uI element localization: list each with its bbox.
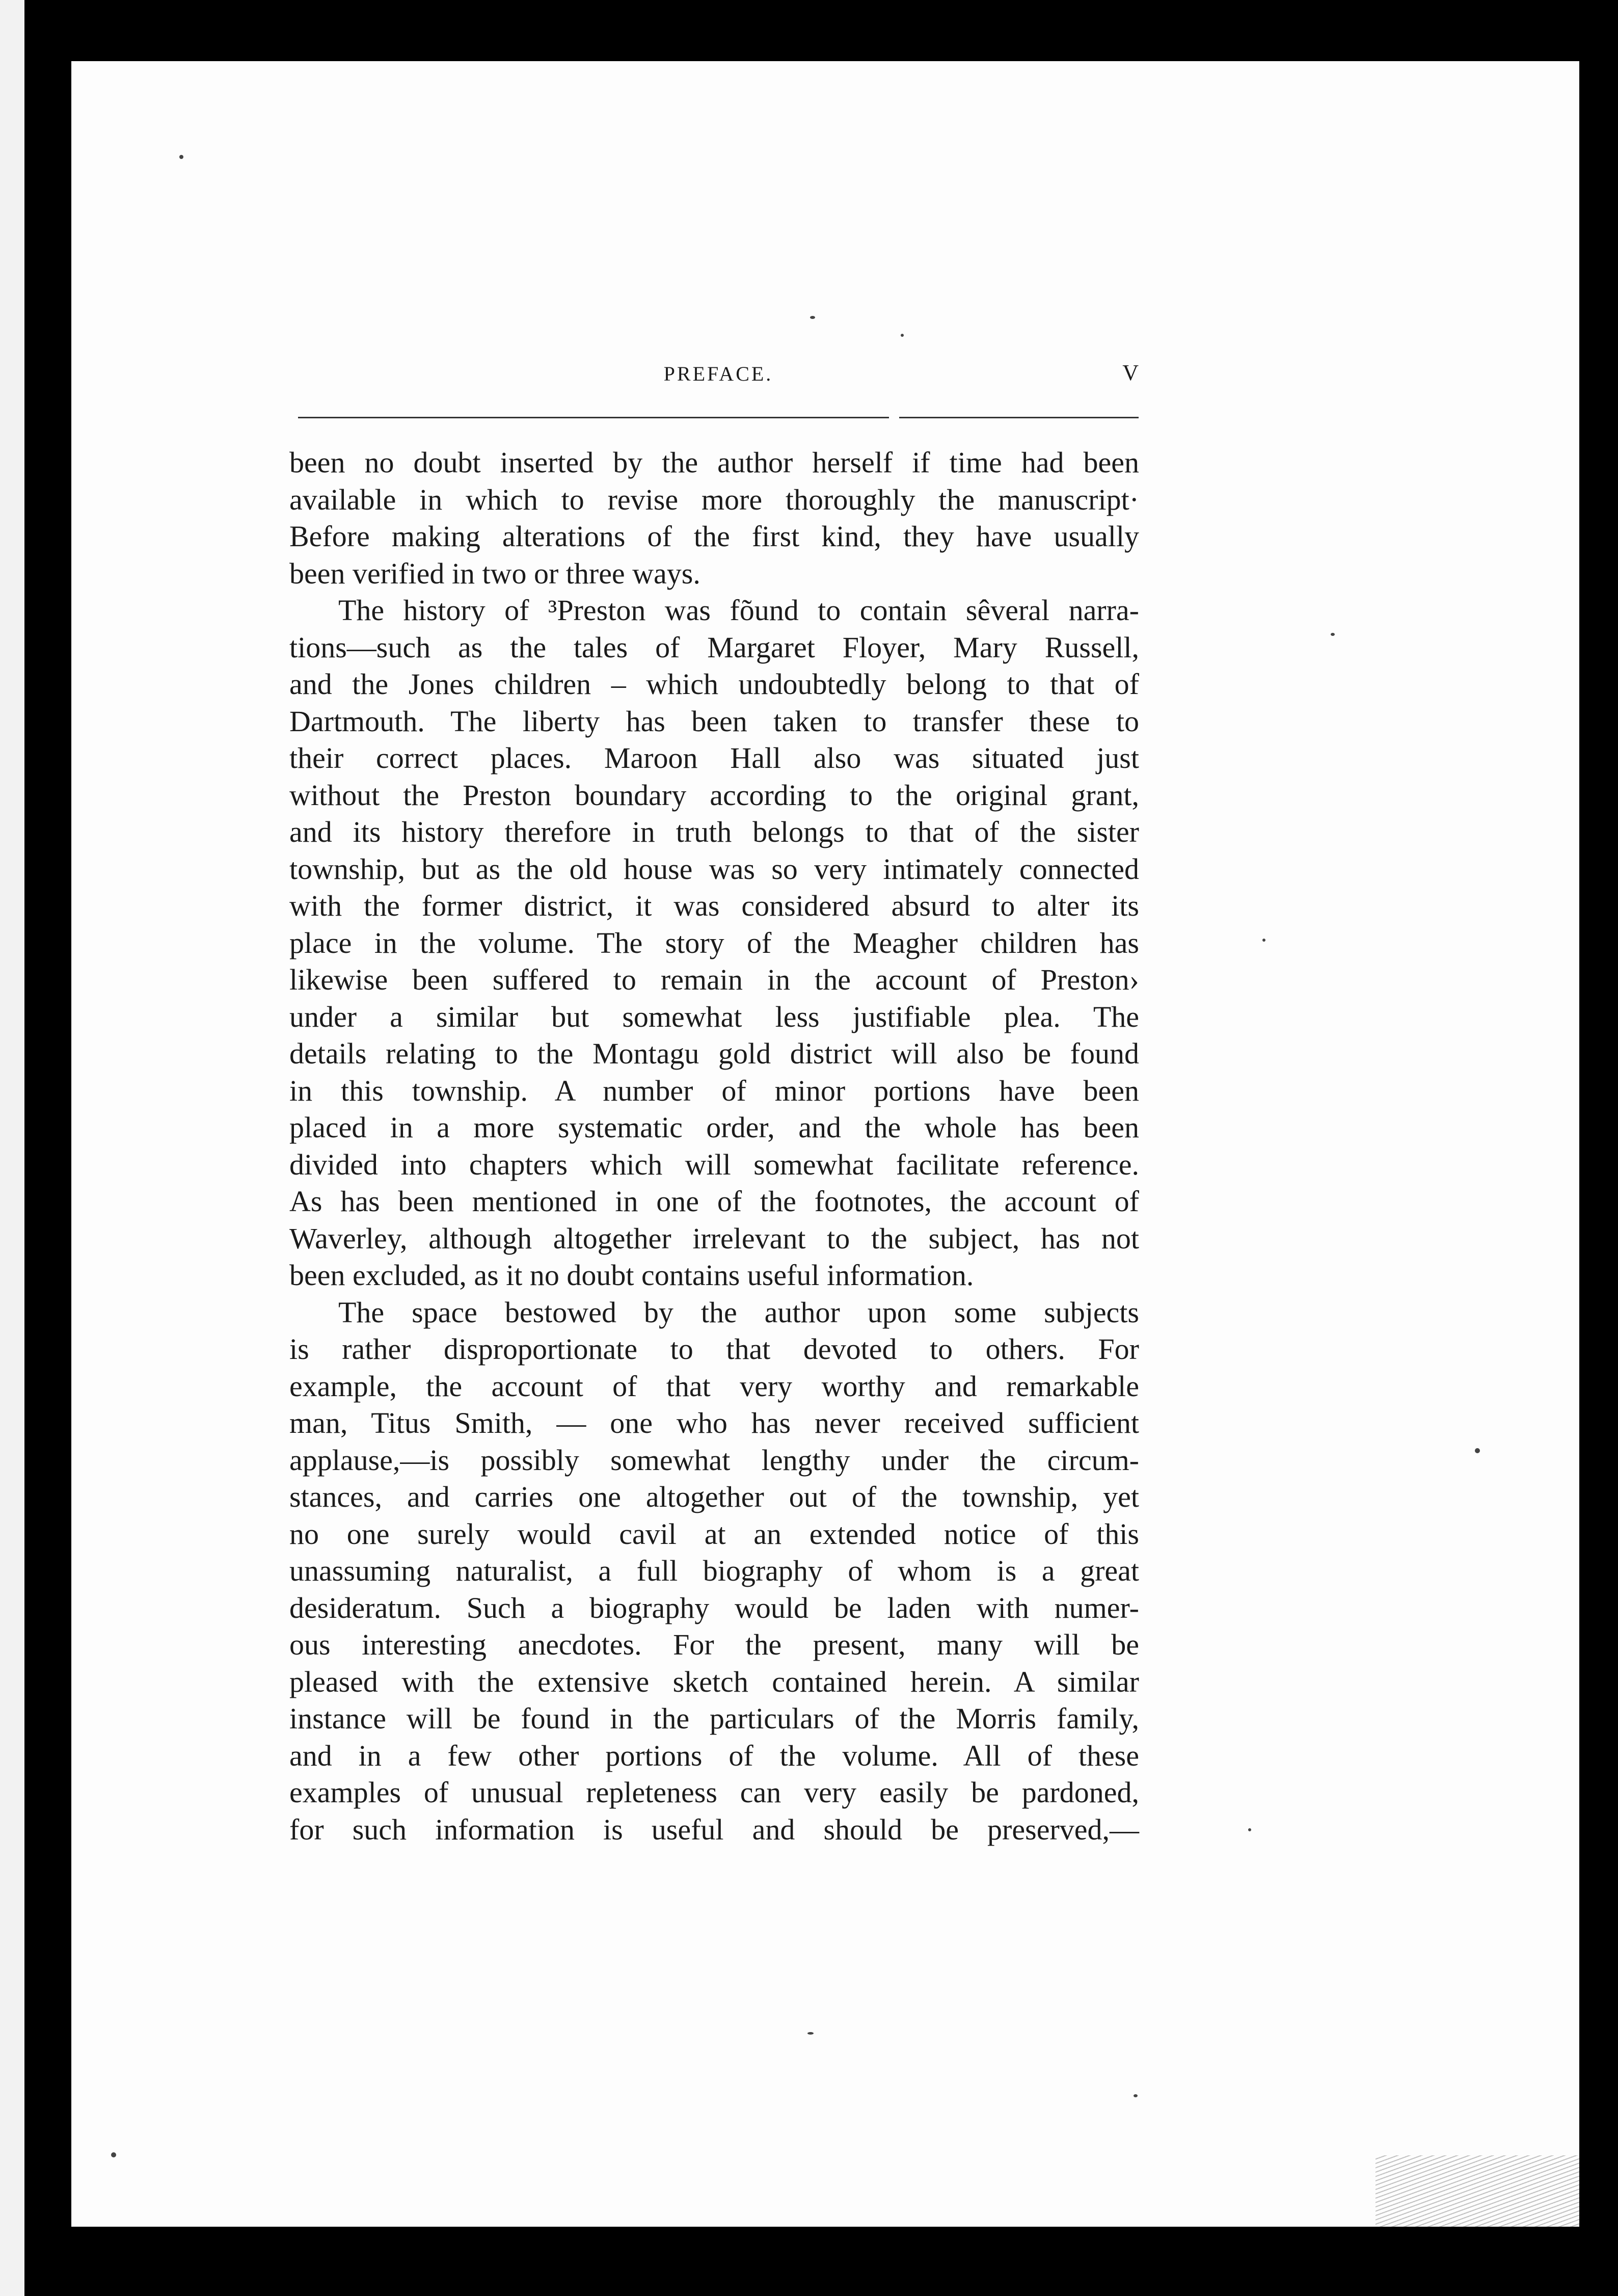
text-line: pleased with the extensive sketch contained herein. A similar — [289, 1665, 1139, 1698]
text-line: man, Titus Smith, — one who has never received sufficient — [289, 1406, 1139, 1439]
text-line: Waverley, although altogether irrelevant to the subject, has not — [289, 1221, 1139, 1255]
text-line: ous interesting anecdotes. For the present, many will be — [289, 1628, 1139, 1661]
text-line: and its history therefore in truth belongs to that of the sister — [289, 815, 1139, 848]
text-line: with the former district, it was considered absurd to alter its — [289, 889, 1139, 922]
text-line: instance will be found in the particulars of the Morris family, — [289, 1702, 1139, 1735]
text-line: available in which to revise more thoroughly the manuscript· — [289, 483, 1139, 516]
header-rule-right — [899, 417, 1139, 418]
text-line: The history of ³Preston was fõund to contain sêveral narra- — [338, 594, 1139, 627]
text-line: applause,—is possibly somewhat lengthy under the circum- — [289, 1443, 1139, 1477]
text-line: Before making alterations of the first kind, they have usually — [289, 520, 1139, 553]
text-line: Dartmouth. The liberty has been taken to transfer these to — [289, 704, 1139, 738]
text-line: for such information is useful and should be preserved,— — [289, 1812, 1139, 1846]
scan-speck — [810, 316, 815, 319]
scan-edge — [0, 0, 24, 2296]
text-line: tions—such as the tales of Margaret Floyer, Mary Russell, — [289, 630, 1139, 664]
page-header — [298, 352, 1139, 403]
running-title: PREFACE. — [663, 362, 773, 385]
text-line: under a similar but somewhat less justifiable plea. The — [289, 1000, 1139, 1033]
scan-speck — [807, 2032, 814, 2035]
text-line: township, but as the old house was so very intimately connected — [289, 852, 1139, 886]
scan-speck — [1262, 939, 1265, 942]
text-line: desideratum. Such a biography would be laden with numer- — [289, 1591, 1139, 1624]
scan-speck — [111, 2152, 116, 2157]
scan-speck — [1134, 2094, 1138, 2097]
text-line: been no doubt inserted by the author herself if time had been — [289, 446, 1139, 479]
text-line: details relating to the Montagu gold district will also be found — [289, 1037, 1139, 1070]
scan-speck — [901, 334, 904, 337]
text-line: and in a few other portions of the volume. All of these — [289, 1739, 1139, 1772]
preface-body — [289, 444, 1139, 1848]
text-line: examples of unusual repleteness can very easily be pardoned, — [289, 1776, 1139, 1809]
scan-speck — [1248, 1828, 1251, 1831]
text-line: their correct places. Maroon Hall also was situated just — [289, 741, 1139, 775]
text-line: been excluded, as it no doubt contains useful information. — [289, 1259, 974, 1292]
text-line: in this township. A number of minor portions have been — [289, 1074, 1139, 1107]
text-line: unassuming naturalist, a full biography of whom is a great — [289, 1554, 1139, 1587]
text-line: no one surely would cavil at an extended notice of this — [289, 1517, 1139, 1551]
page-number: V — [1122, 360, 1139, 385]
header-rule-left — [298, 417, 889, 418]
text-line: and the Jones children – which undoubtedly belong to that of — [289, 668, 1139, 701]
scan-speck — [1331, 633, 1335, 636]
text-line: stances, and carries one altogether out of the township, yet — [289, 1480, 1139, 1513]
text-line: placed in a more systematic order, and the whole has been — [289, 1111, 1139, 1144]
scan-noise — [1376, 2155, 1579, 2227]
text-line: place in the volume. The story of the Meagher children has — [289, 926, 1139, 959]
text-line: example, the account of that very worthy and remarkable — [289, 1369, 1139, 1403]
text-line: is rather disproportionate to that devoted to others. For — [289, 1332, 1139, 1366]
text-line: likewise been suffered to remain in the account of Preston› — [289, 963, 1139, 996]
scan-speck — [1475, 1448, 1480, 1453]
text-line: been verified in two or three ways. — [289, 556, 700, 590]
text-line: The space bestowed by the author upon some subjects — [338, 1295, 1139, 1329]
text-line: without the Preston boundary according to the original grant, — [289, 778, 1139, 812]
scan-speck — [179, 155, 183, 159]
text-line: divided into chapters which will somewhat facilitate reference. — [289, 1147, 1139, 1181]
text-line: As has been mentioned in one of the footnotes, the account of — [289, 1185, 1139, 1218]
